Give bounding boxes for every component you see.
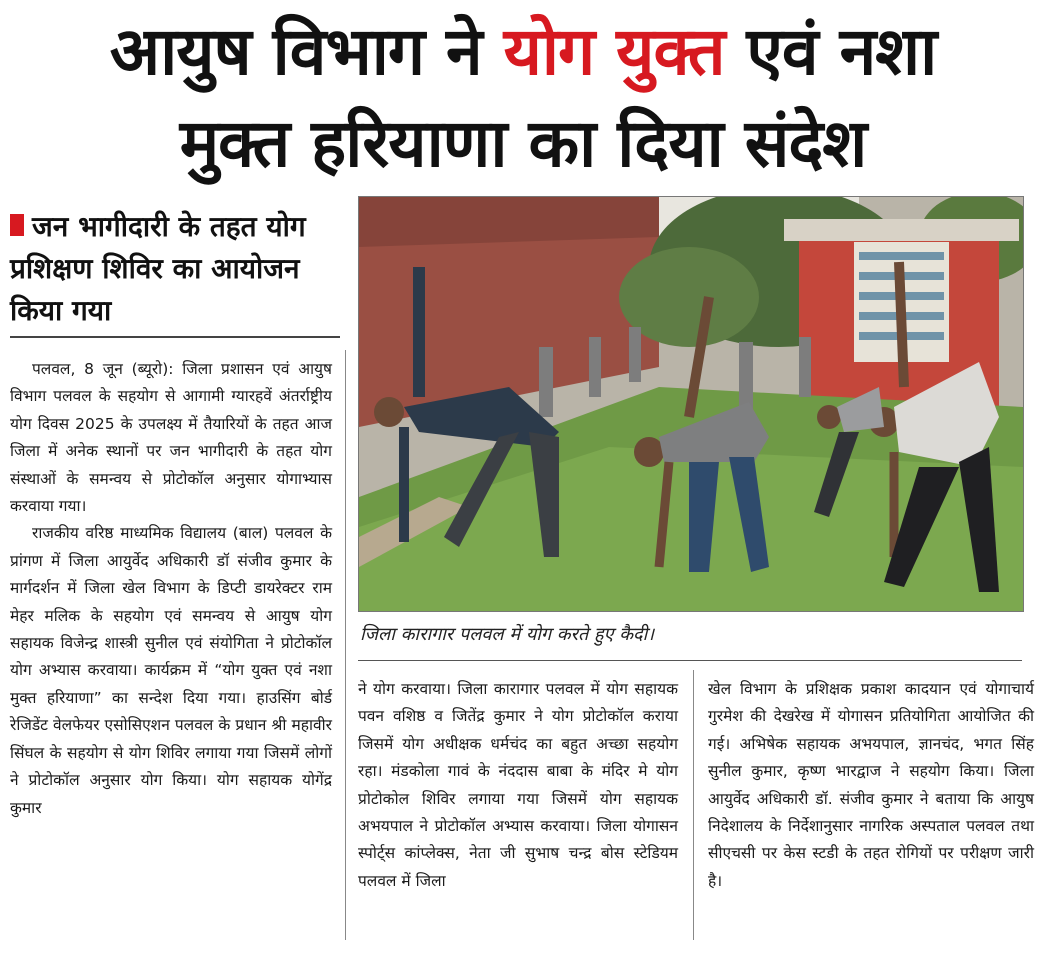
headline-line-2: मुक्त हरियाणा का दिया संदेश (179, 105, 867, 182)
subheadline-text: जन भागीदारी के तहत योग प्रशिक्षण शिविर का आयोजन किया गया (10, 210, 306, 327)
caption-divider (358, 660, 1022, 661)
headline (0, 6, 1046, 190)
article-paragraph-2: राजकीय वरिष्ठ माध्यमिक विद्यालय (बाल) पलवल के प्रांगण में जिला आयुर्वेद अधिकारी डॉ संजीव कुमार के मार्गदर्शन में जिला खेल विभाग के डिप्टी डायरेक्टर राम मेहर मलिक के सहयोग एवं समन्वय से आयुष योग सहायक विजेन्द्र शास्त्री सुनील एवं संयोगिता ने प्रोटोकॉल योग अभ्यास करवाया। कार्यक्रम में “योग युक्त एवं नशा मुक्त हरियाणा” का सन्देश दिया गया। हाउसिंग बोर्ड रेजिडेंट वेलफेयर एसोसिएशन पलवल के प्रधान श्री महावीर सिंघल के सहयोग से योग शिविर लगाया गया जिसमें लोगों ने प्रोटोकॉल अनुसार योग किया। योग सहायक योगेंद्र कुमार (10, 524, 332, 817)
article-paragraph-4: खेल विभाग के प्रशिक्षक प्रकाश कादयान एवं योगाचार्य गुरमेश की देखरेख में योगासन प्रतियोगिता आयोजित की गई। अभिषेक सहायक अभयपाल, ज्ञानचंद, भगत सिंह सुनील कुमार, कृष्ण भारद्वाज ने सहयोग किया। जिला आयुर्वेद अधिकारी डॉ. संजीव कुमार ने बताया कि आयुष निदेशालय के निर्देशानुसार नागरिक अस्पताल पलवल तथा सीएचसी पर केस स्टडी के तहत रोगियों पर परीक्षण जारी है। (708, 680, 1034, 890)
yoga-photo-illustration (359, 197, 1023, 611)
headline-line-1 (0, 6, 1046, 98)
article-column-1 (10, 356, 332, 822)
column-divider-2 (693, 670, 694, 940)
article-paragraph-1: पलवल, 8 जून (ब्यूरो): जिला प्रशासन एवं आयुष विभाग पलवल के सहयोग से आगामी ग्यारहवें अंतर्राष्ट्रीय योग दिवस 2025 के उपलक्ष्य में तैयारियों के तहत आज जिला में अनेक स्थानों पर जन भागीदारी के तहत योग संस्थाओं के समन्वय से प्रोटोकॉल अनुसार योगाभ्यास करवाया गया। (10, 360, 332, 516)
headline-highlight: योग युक्त (503, 13, 725, 90)
subheadline (10, 206, 340, 332)
column-divider-1 (345, 350, 346, 940)
article-paragraph-3: ने योग करवाया। जिला कारागार पलवल में योग सहायक पवन वशिष्ठ व जितेंद्र कुमार ने योग प्रोटोकॉल कराया जिसमें योग अधीक्षक धर्मचंद का बहुत अच्छा सहयोग रहा। मंडकोला गावं के नंददास बाबा के मंदिर मे योग प्रोटोकोल शिविर लगाया गया जिसमें योग सहायक अभयपाल ने प्रोटोकॉल अभ्यास करवाया। जिला योगासन स्पोर्ट्स कांप्लेक्स, नेता जी सुभाष चन्द्र बोस स्टेडियम पलवल में जिला (358, 680, 678, 890)
subheadline-divider (10, 336, 340, 338)
headline-part-2: एवं नशा (724, 13, 937, 90)
red-square-bullet-icon (10, 214, 24, 236)
article-column-2 (358, 676, 678, 895)
article-column-3 (708, 676, 1034, 895)
news-photo-yoga-prisoners (358, 196, 1024, 612)
headline-part-1: आयुष विभाग ने (109, 13, 504, 90)
photo-caption: जिला कारागार पलवल में योग करते हुए कैदी। (360, 624, 655, 645)
